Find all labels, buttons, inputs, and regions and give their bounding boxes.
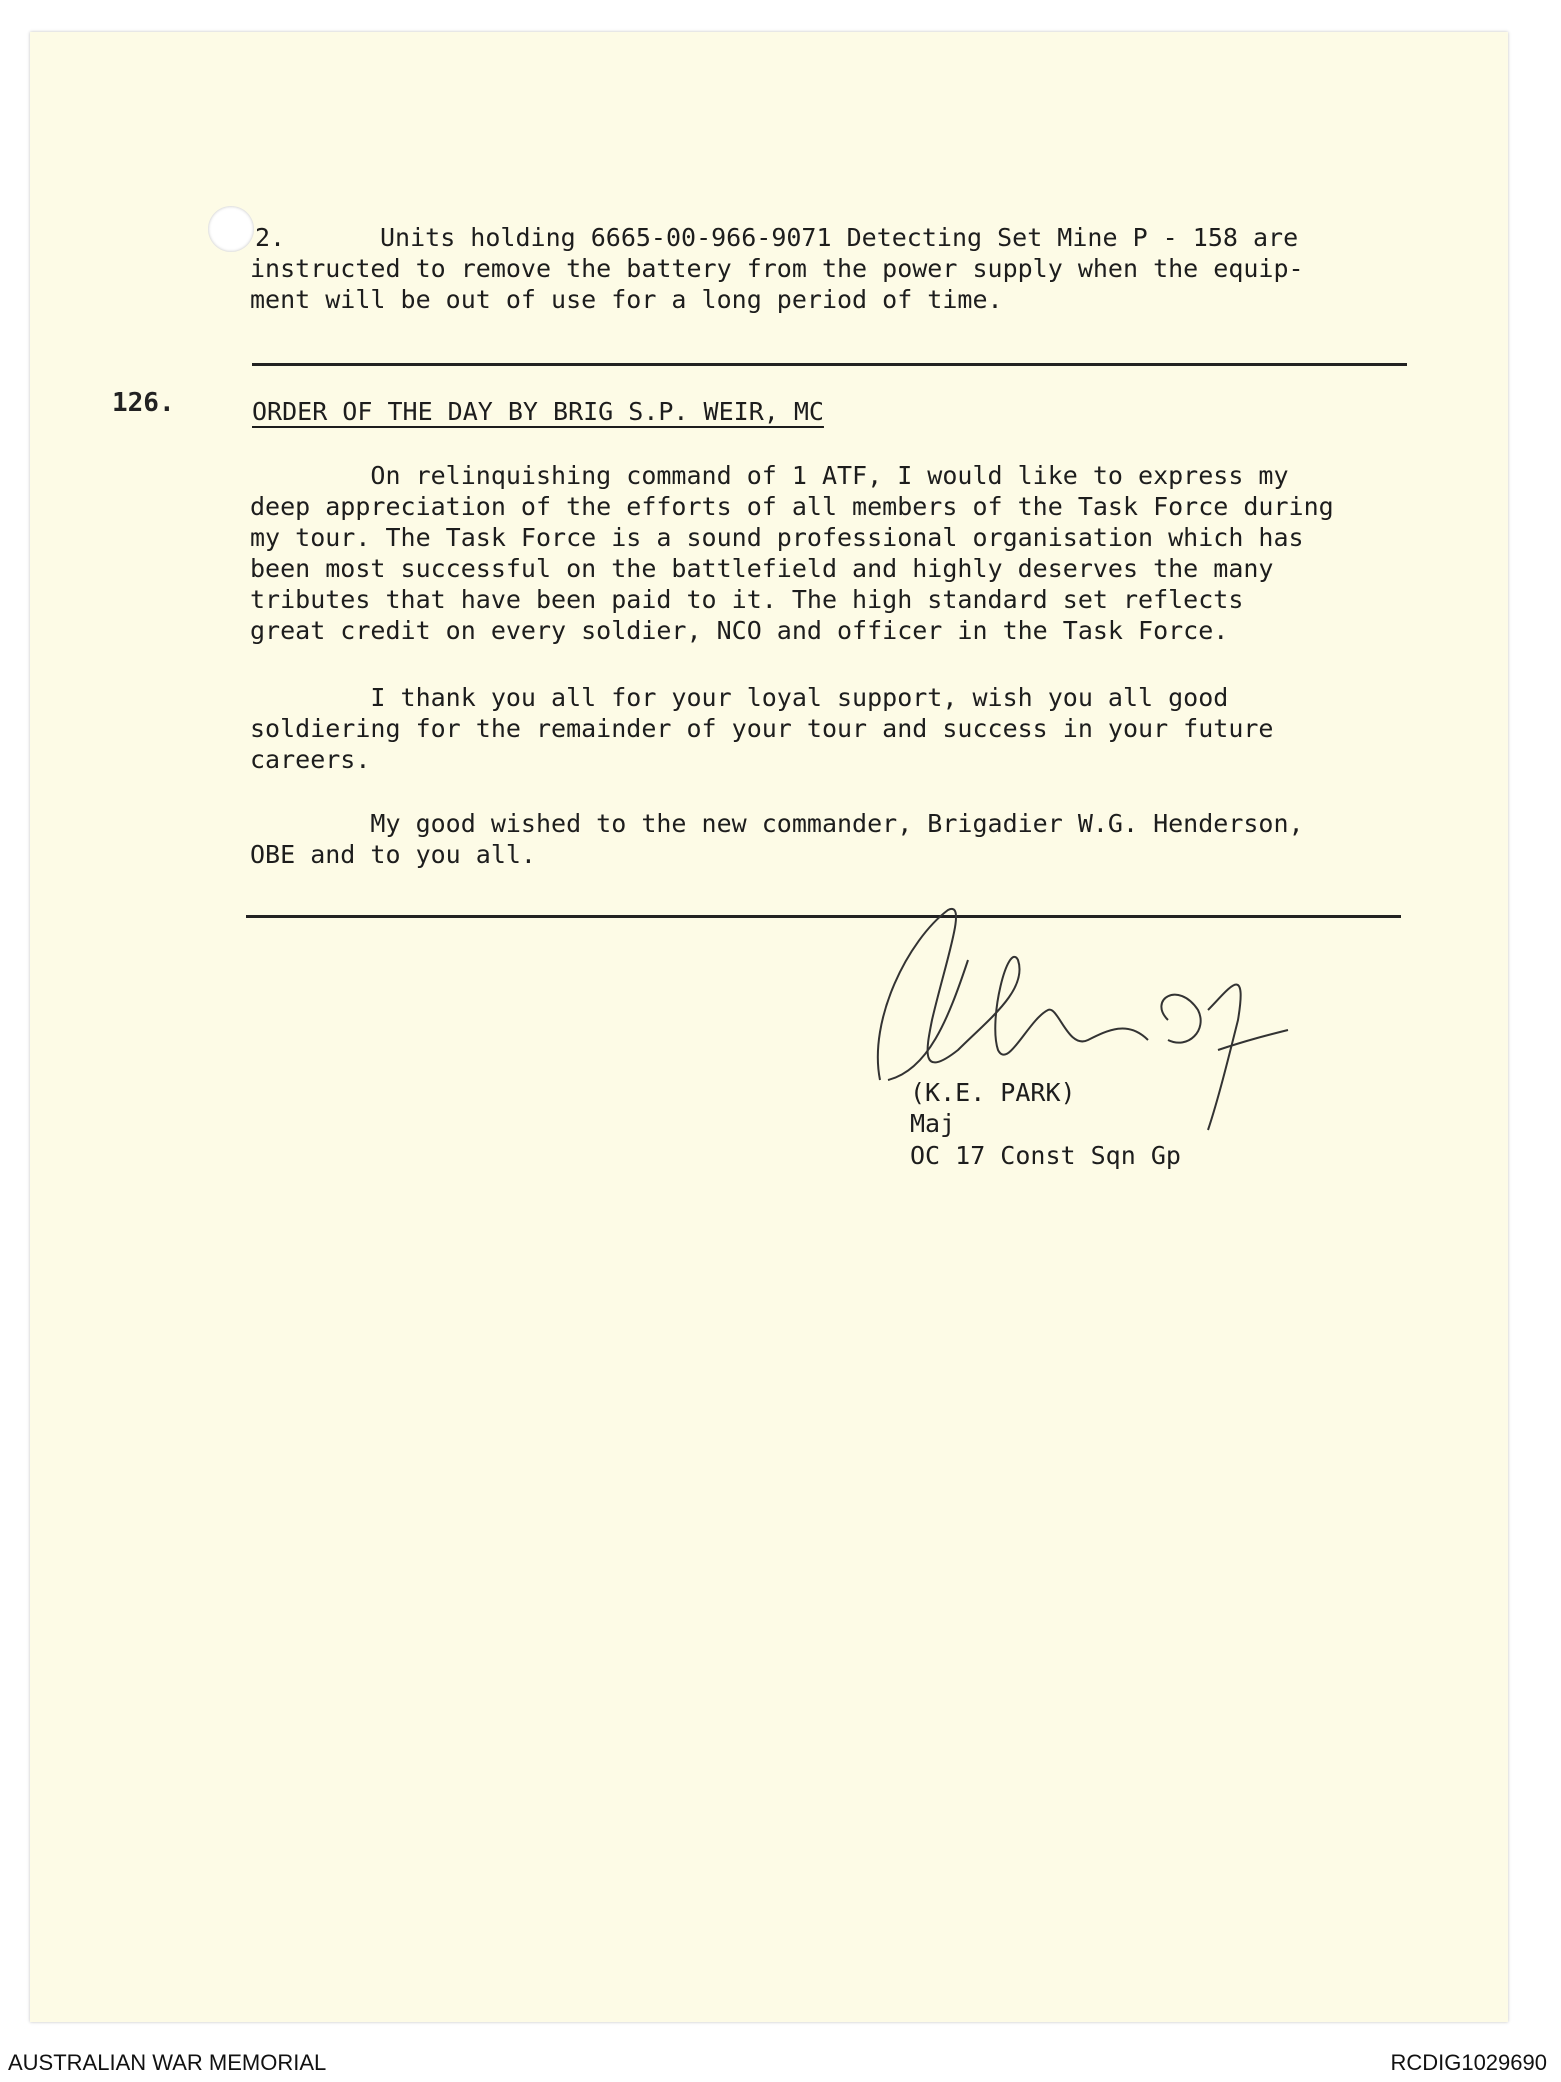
divider-rule-top bbox=[252, 363, 1407, 366]
punch-hole bbox=[208, 206, 254, 252]
paragraph1-line-5: tributes that have been paid to it. The high standard set reflects bbox=[250, 585, 1244, 614]
paragraph2-line-2: soldiering for the remainder of your tour and success in your future bbox=[250, 714, 1274, 743]
item2-line-1: Units holding 6665-00-966-9071 Detecting Set Mine P - 158 are bbox=[380, 223, 1299, 252]
signatory-position: OC 17 Const Sqn Gp bbox=[910, 1141, 1181, 1170]
item2-line-2: instructed to remove the battery from the power supply when the equip- bbox=[250, 254, 1304, 283]
paragraph1-line-2: deep appreciation of the efforts of all members of the Task Force during bbox=[250, 492, 1334, 521]
item2-line-3: ment will be out of use for a long period of time. bbox=[250, 285, 1003, 314]
footer-id: RCDIG1029690 bbox=[1390, 2050, 1547, 2075]
signatory-rank: Maj bbox=[910, 1109, 956, 1138]
footer-source: AUSTRALIAN WAR MEMORIAL bbox=[8, 2050, 327, 2075]
paragraph1-line-6: great credit on every soldier, NCO and officer in the Task Force. bbox=[250, 616, 1229, 645]
section-heading: ORDER OF THE DAY BY BRIG S.P. WEIR, MC bbox=[252, 397, 824, 426]
signatory-name: (K.E. PARK) bbox=[910, 1078, 1076, 1107]
paragraph1-line-4: been most successful on the battlefield and highly deserves the many bbox=[250, 554, 1274, 583]
paragraph1-line-1: On relinquishing command of 1 ATF, I would like to express my bbox=[250, 461, 1289, 490]
paragraph1-line-3: my tour. The Task Force is a sound professional organisation which has bbox=[250, 523, 1304, 552]
paragraph3-line-2: OBE and to you all. bbox=[250, 840, 536, 869]
paragraph2-line-3: careers. bbox=[250, 745, 371, 774]
item-number: 2. bbox=[255, 223, 286, 252]
section-number: 126. bbox=[112, 388, 175, 418]
paragraph3-line-1: My good wished to the new commander, Brigadier W.G. Henderson, bbox=[250, 809, 1304, 838]
paragraph2-line-1: I thank you all for your loyal support, wish you all good bbox=[250, 683, 1229, 712]
